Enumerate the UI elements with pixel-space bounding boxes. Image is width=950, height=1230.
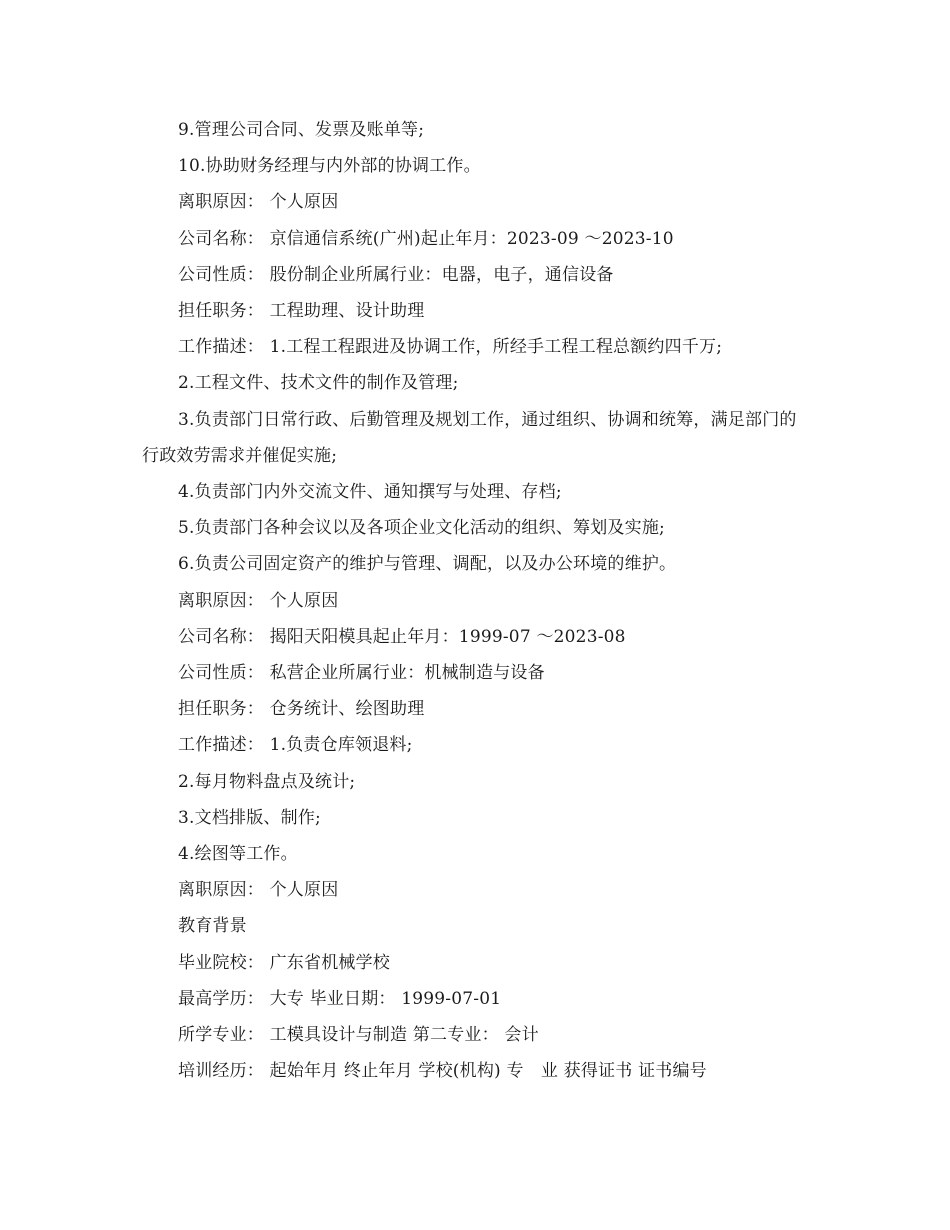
- duty-item-3-2: 2.每月物料盘点及统计;: [178, 771, 356, 792]
- leave-reason-1: 离职原因： 个人原因: [178, 192, 339, 213]
- duty-item-3-4: 4.绘图等工作。: [178, 844, 298, 865]
- company-nature-3: 公司性质： 私营企业所属行业：机械制造与设备: [178, 663, 545, 684]
- company-nature-2: 公司性质： 股份制企业所属行业：电器，电子，通信设备: [178, 264, 614, 285]
- training-history-header: 培训经历： 起始年月 终止年月 学校(机构) 专 业 获得证书 证书编号: [178, 1061, 707, 1082]
- education-heading: 教育背景: [178, 916, 247, 937]
- company-name-3: 公司名称： 揭阳天阳模具起止年月：1999-07 ～2023-08: [178, 626, 626, 647]
- duty-item-3-3: 3.文档排版、制作;: [178, 807, 321, 828]
- job-description-3: 工作描述： 1.负责仓库领退料;: [178, 735, 413, 756]
- company-name-2: 公司名称： 京信通信系统(广州)起止年月：2023-09 ～2023-10: [178, 228, 674, 249]
- highest-degree: 最高学历： 大专 毕业日期： 1999-07-01: [178, 988, 502, 1009]
- duty-item-10: 10.协助财务经理与内外部的协调工作。: [178, 156, 481, 177]
- duty-item-2-2: 2.工程文件、技术文件的制作及管理;: [178, 373, 459, 394]
- graduate-school: 毕业院校： 广东省机械学校: [178, 952, 391, 973]
- leave-reason-2: 离职原因： 个人原因: [178, 590, 339, 611]
- duty-item-2-5: 5.负责部门各种会议以及各项企业文化活动的组织、筹划及实施;: [178, 518, 665, 539]
- duty-item-2-3: 3.负责部门日常行政、后勤管理及规划工作，通过组织、协调和统筹，满足部门的行政效劳需求并催促实施;: [142, 409, 797, 466]
- duty-item-9: 9.管理公司合同、发票及账单等;: [178, 120, 425, 140]
- leave-reason-3: 离职原因： 个人原因: [178, 880, 339, 901]
- job-description-2: 工作描述： 1.工程工程跟进及协调工作，所经手工程工程总额约四千万;: [178, 337, 723, 358]
- duty-item-2-4: 4.负责部门内外交流文件、通知撰写与处理、存档;: [178, 482, 562, 503]
- duty-item-2-6: 6.负责公司固定资产的维护与管理、调配，以及办公环境的维护。: [178, 554, 677, 575]
- job-title-3: 担任职务： 仓务统计、绘图助理: [178, 699, 425, 720]
- major: 所学专业： 工模具设计与制造 第二专业： 会计: [178, 1025, 539, 1046]
- document-body: [142, 112, 802, 1089]
- job-title-2: 担任职务： 工程助理、设计助理: [178, 301, 425, 322]
